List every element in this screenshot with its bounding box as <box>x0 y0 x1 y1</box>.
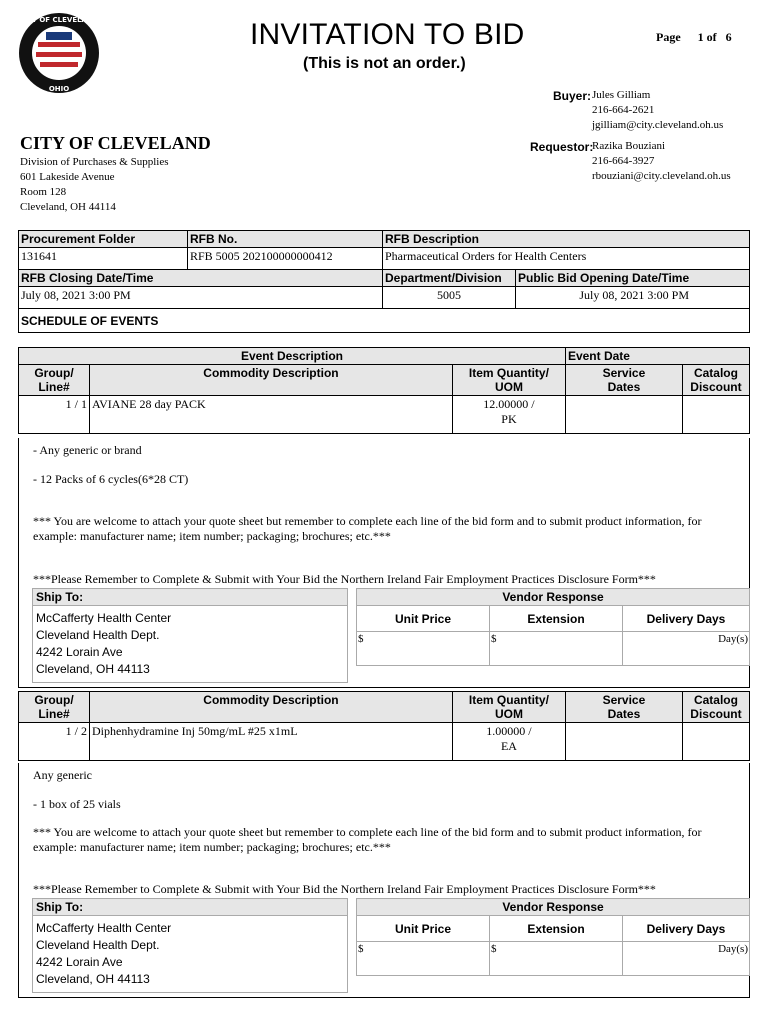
item-line: 1 / 2 <box>19 723 90 761</box>
unit-price-label: Unit Price <box>357 606 490 632</box>
item-service-dates <box>565 723 682 761</box>
schedule-label: SCHEDULE OF EVENTS <box>19 309 750 333</box>
requestor-label: Requestor: <box>530 140 594 154</box>
delivery-days-label: Delivery Days <box>623 916 750 942</box>
page-total: 6 <box>725 30 732 44</box>
item-note: - 12 Packs of 6 cycles(6*28 CT) <box>33 472 189 486</box>
item-note: Any generic <box>33 768 92 782</box>
page-indicator <box>656 30 732 45</box>
line-item-2 <box>18 691 750 761</box>
rfb-desc-value: Pharmaceutical Orders for Health Centers <box>383 248 750 270</box>
attach-notice: *** You are welcome to attach your quote sheet but remember to complete each line of the bid form and to submit product information, for example: manufacturer name; item number; packaging; brochures; etc.*** <box>33 825 702 854</box>
svg-text:CITY OF CLEVELAND: CITY OF CLEVELAND <box>19 16 99 24</box>
item-desc: AVIANE 28 day PACK <box>90 396 453 434</box>
requestor-name: Razika Bouziani <box>592 140 666 152</box>
unit-price-label: Unit Price <box>357 916 490 942</box>
item-note: - Any generic or brand <box>33 443 142 457</box>
col-qty-uom: Item Quantity/ UOM <box>452 365 565 396</box>
bid-info-table <box>18 230 750 333</box>
item-service-dates <box>565 396 682 434</box>
event-desc-label: Event Description <box>19 348 566 365</box>
col-group-line: Group/ Line# <box>19 365 90 396</box>
city-seal-logo <box>18 12 100 94</box>
unit-price-input[interactable]: $ <box>357 632 490 666</box>
page-subtitle: (This is not an order.) <box>303 55 466 72</box>
reminder-notice: ***Please Remember to Complete & Submit with Your Bid the Northern Ireland Fair Employment Practices Disclosure Form*** <box>33 572 656 586</box>
buyer-block <box>592 88 723 133</box>
procurement-folder-label: Procurement Folder <box>19 231 188 248</box>
reminder-notice: ***Please Remember to Complete & Submit with Your Bid the Northern Ireland Fair Employment Practices Disclosure Form*** <box>33 882 656 896</box>
item-qty: 12.00000 / PK <box>452 396 565 434</box>
org-line: Cleveland, OH 44114 <box>20 201 116 213</box>
requestor-block <box>592 139 731 184</box>
rfb-no-label: RFB No. <box>188 231 383 248</box>
requestor-email: rbouziani@city.cleveland.oh.us <box>592 170 731 182</box>
procurement-folder-value: 131641 <box>19 248 188 270</box>
col-group-line: Group/ Line# <box>19 692 90 723</box>
rfb-no-value: RFB 5005 202100000000412 <box>188 248 383 270</box>
svg-text:OHIO: OHIO <box>48 85 70 93</box>
col-commodity: Commodity Description <box>90 692 453 723</box>
ship-address: McCafferty Health Center Cleveland Health Dept. 4242 Lorain Ave Cleveland, OH 44113 <box>36 921 172 986</box>
rfb-desc-label: RFB Description <box>383 231 750 248</box>
col-service-dates: Service Dates <box>565 365 682 396</box>
org-line: Division of Purchases & Supplies <box>20 156 169 168</box>
closing-value: July 08, 2021 3:00 PM <box>19 287 383 309</box>
col-service-dates: Service Dates <box>565 692 682 723</box>
item-catalog-discount <box>682 723 749 761</box>
delivery-days-label: Delivery Days <box>623 606 750 632</box>
col-catalog-discount: Catalog Discount <box>682 365 749 396</box>
org-line: 601 Lakeside Avenue <box>20 171 115 183</box>
opening-value: July 08, 2021 3:00 PM <box>516 287 750 309</box>
buyer-email: jgilliam@city.cleveland.oh.us <box>592 119 724 131</box>
ship-to-label: Ship To: <box>33 898 347 916</box>
buyer-phone: 216-664-2621 <box>592 104 655 116</box>
opening-label: Public Bid Opening Date/Time <box>516 270 750 287</box>
item-desc: Diphenhydramine Inj 50mg/mL #25 x1mL <box>90 723 453 761</box>
vendor-response-label: Vendor Response <box>357 899 750 916</box>
ship-to-box <box>32 588 348 683</box>
extension-label: Extension <box>490 606 623 632</box>
unit-price-input[interactable]: $ <box>357 942 490 976</box>
col-catalog-discount: Catalog Discount <box>682 692 749 723</box>
col-qty-uom: Item Quantity/ UOM <box>452 692 565 723</box>
event-date-label: Event Date <box>565 348 749 365</box>
requestor-phone: 216-664-3927 <box>592 155 655 167</box>
page-number: 1 <box>697 30 704 44</box>
vendor-response-box <box>356 898 750 976</box>
item-line: 1 / 1 <box>19 396 90 434</box>
vendor-response-label: Vendor Response <box>357 589 750 606</box>
org-address <box>20 155 169 215</box>
org-line: Room 128 <box>20 186 67 198</box>
delivery-days-input[interactable]: Day(s) <box>623 632 750 666</box>
item-qty: 1.00000 / EA <box>452 723 565 761</box>
extension-label: Extension <box>490 916 623 942</box>
delivery-days-input[interactable]: Day(s) <box>623 942 750 976</box>
ship-to-box <box>32 898 348 993</box>
buyer-name: Jules Gilliam <box>592 89 651 101</box>
attach-notice: *** You are welcome to attach your quote sheet but remember to complete each line of the bid form and to submit product information, for example: manufacturer name; item number; packaging; brochures; etc.*** <box>33 514 702 543</box>
department-value: 5005 <box>383 287 516 309</box>
page-label: Page <box>656 30 681 44</box>
extension-input[interactable]: $ <box>490 942 623 976</box>
page-of: of <box>706 30 717 44</box>
buyer-label: Buyer: <box>553 89 592 103</box>
vendor-response-box <box>356 588 750 666</box>
department-label: Department/Division <box>383 270 516 287</box>
ship-address: McCafferty Health Center Cleveland Health Dept. 4242 Lorain Ave Cleveland, OH 44113 <box>36 611 172 676</box>
item-catalog-discount <box>682 396 749 434</box>
item-note: - 1 box of 25 vials <box>33 797 121 811</box>
org-name: CITY OF CLEVELAND <box>20 133 211 153</box>
ship-to-label: Ship To: <box>33 588 347 606</box>
closing-label: RFB Closing Date/Time <box>19 270 383 287</box>
page-title: INVITATION TO BID <box>250 18 525 51</box>
extension-input[interactable]: $ <box>490 632 623 666</box>
col-commodity: Commodity Description <box>90 365 453 396</box>
line-item-1 <box>18 347 750 434</box>
